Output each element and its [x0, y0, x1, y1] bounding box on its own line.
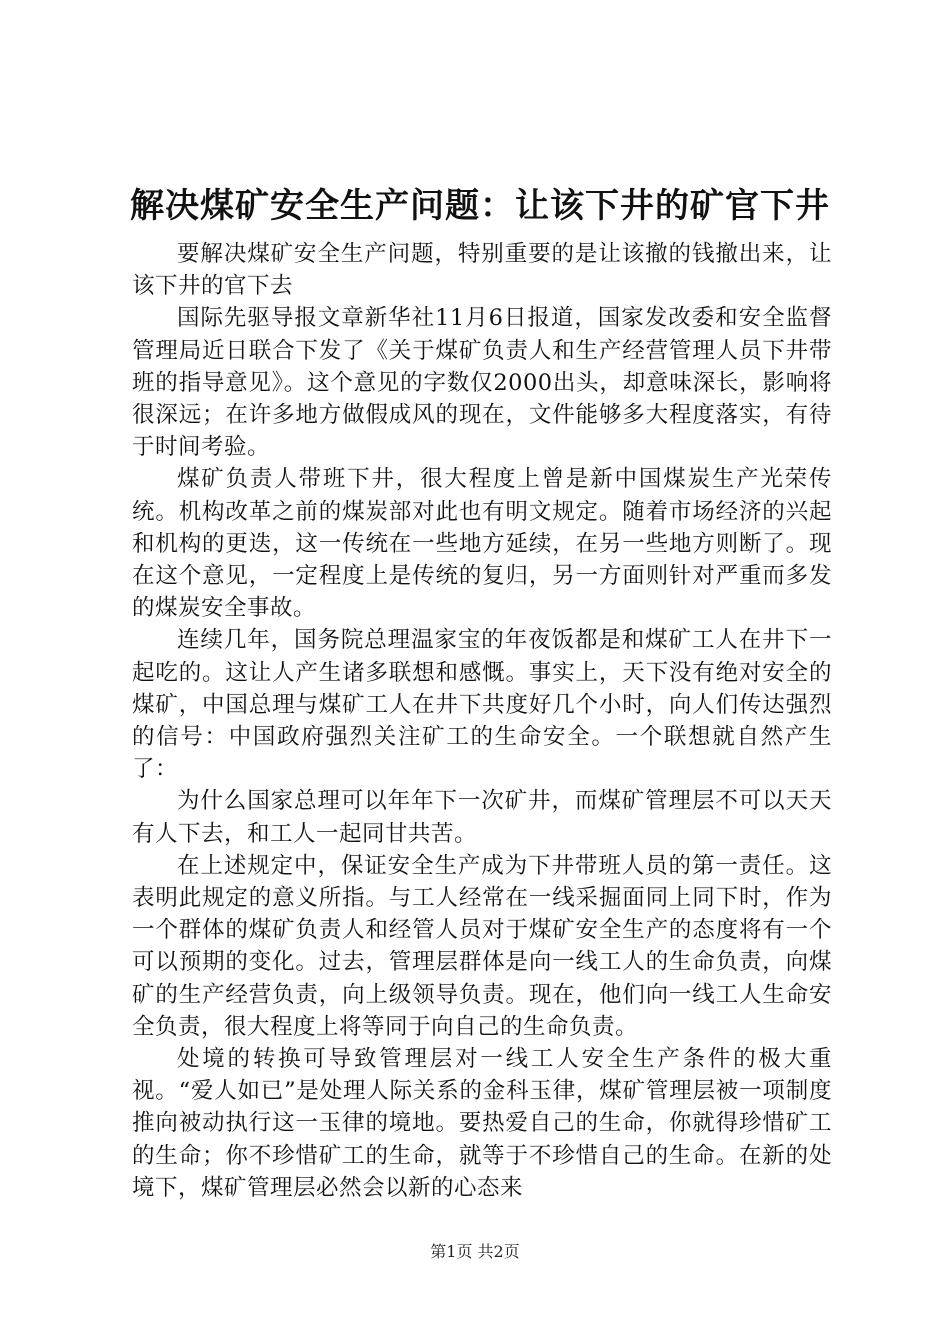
paragraph-1: 要解决煤矿安全生产问题，特别重要的是让该撤的钱撤出来，让该下井的官下去 [132, 241, 832, 300]
paragraph-5: 为什么国家总理可以年年下一次矿井，而煤矿管理层不可以天天有人下去，和工人一起同甘共苦。 [132, 788, 832, 847]
document-body [132, 238, 832, 1204]
paragraph-7: 处境的转换可导致管理层对一线工人安全生产条件的极大重视。“爱人如已”是处理人际关系的金科玉律，煤矿管理层被一项制度推向被动执行这一玉律的境地。要热爱自己的生命，你就得珍惜矿工的生命；你不珍惜矿工的生命，就等于不珍惜自己的生命。在新的处境下，煤矿管理层必然会以新的心态来 [132, 1046, 832, 1201]
paragraph-4: 连续几年，国务院总理温家宝的年夜饭都是和煤矿工人在井下一起吃的。这让人产生诸多联想和感慨。事实上，天下没有绝对安全的煤矿，中国总理与煤矿工人在井下共度好几个小时，向人们传达强烈的信号：中国政府强烈关注矿工的生命安全。一个联想就自然产生了： [132, 627, 832, 783]
page-number-footer: 第1页 共2页 [430, 1242, 520, 1261]
document-title: 解决煤矿安全生产问题：让该下井的矿官下井 [130, 186, 830, 226]
paragraph-6: 在上述规定中，保证安全生产成为下井带班人员的第一责任。这表明此规定的意义所指。与工人经常在一线采掘面同上同下时，作为一个群体的煤矿负责人和经管人员对于煤矿安全生产的态度将有一个可以预期的变化。过去，管理层群体是向一线工人的生命负责，向煤矿的生产经营负责，向上级领导负责。现在，他们向一线工人生命安全负责，很大程度上将等同于向自己的生命负责。 [132, 852, 832, 1040]
paragraph-3: 煤矿负责人带班下井，很大程度上曾是新中国煤炭生产光荣传统。机构改革之前的煤炭部对此也有明文规定。随着市场经济的兴起和机构的更迭，这一传统在一些地方延续，在另一些地方则断了。现在这个意见，一定程度上是传统的复归，另一方面则针对严重而多发的煤炭安全事故。 [132, 466, 832, 622]
paragraph-2: 国际先驱导报文章新华社11月6日报道，国家发改委和安全监督管理局近日联合下发了《关于煤矿负责人和生产经营管理人员下井带班的指导意见》。这个意见的字数仅2000出头，却意味深长，影响将很深远；在许多地方做假成风的现在，文件能够多大程度落实，有待于时间考验。 [132, 305, 832, 461]
